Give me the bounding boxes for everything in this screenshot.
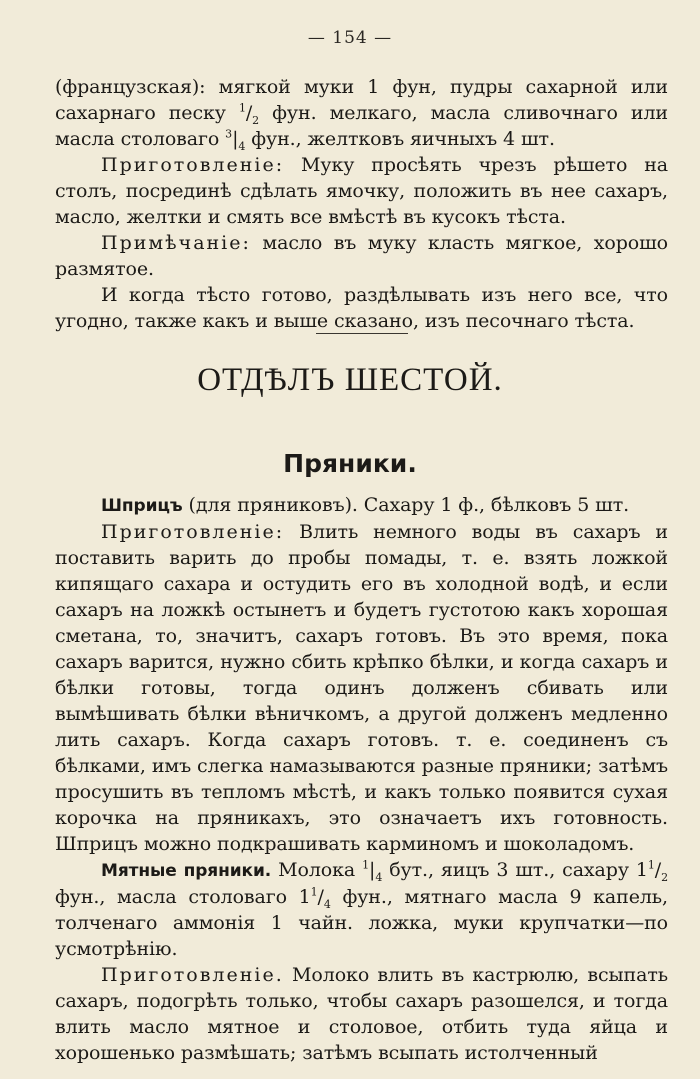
- page-number: — 154 —: [307, 28, 393, 48]
- fraction-denominator: 4: [323, 897, 331, 911]
- preparation-paragraph: [55, 152, 668, 230]
- ingredients-line-2b: фун. мелкаго, масла сливочнаго или: [259, 102, 668, 124]
- note-text: масло въ муку класть мягкое, хорошо размятое.: [55, 232, 668, 280]
- ingredients-line-1: (французская): мягкой муки 1 фун, пудры сахарной или: [55, 76, 668, 98]
- fraction-numerator: 3: [225, 127, 233, 141]
- preparation-text: Влить немного воды въ сахаръ и поставить варить до пробы помады, т. е. взять ложкой кипящаго сахара и остудить его въ холодной водѣ, и если сахаръ на ложкѣ остынетъ и будетъ густотою какъ хорошая сметана, то, значитъ, сахаръ готовъ. Въ это время, пока сахаръ варится, нужно сбить крѣпко бѣлки, и когда сахаръ и бѣлки готовы, тогда одинъ долженъ сбивать или вымѣшивать бѣлки вѣничкомъ, а другой долженъ медленно лить сахаръ. Когда сахаръ готовъ. т. е. соединенъ съ бѣлками, имъ слегка намазываются разные пряники; затѣмъ просушить въ тепломъ мѣстѣ, и какъ только появится сухая корочка на пряникахъ, это означаетъ ихъ готовность. Шприцъ можно подкрашивать карминомъ и шоколадомъ.: [55, 521, 668, 855]
- closing-paragraph: И когда тѣсто готово, раздѣлывать изъ него все, что угодно, также какъ и выше сказано, изъ песочнаго тѣста.: [55, 284, 668, 332]
- ingredients-line-3a: масла столоваго: [55, 128, 226, 150]
- top-recipe-block: [55, 74, 668, 334]
- ingredients-line-2a: сахарнаго песку: [55, 102, 239, 124]
- section-divider: [316, 333, 408, 334]
- mint-gingerbread-heading: Мятные пряники.: [101, 861, 272, 881]
- fraction-denominator: 2: [661, 870, 668, 884]
- ingredients-line-3b: фун., желтковъ яичныхъ 4 шт.: [245, 128, 555, 150]
- mint-preparation-paragraph: [55, 962, 668, 1066]
- shprits-preparation-paragraph: [55, 519, 668, 857]
- fraction-numerator: 1: [647, 858, 655, 872]
- ingredients-paragraph: (французская): мягкой муки 1 фун, пудры сахарной или сахарнаго песку $^1/_2$ фун. мелкаго, масла сливочнаго или масла столоваго $^3|_4$ фун., желтковъ яичныхъ 4 шт.: [55, 76, 668, 153]
- section-title: ОТДѢЛЪ ШЕСТОЙ.: [197, 362, 503, 398]
- mint-ingredients-paragraph: Мятные пряники. Молока $^1|_4$ бут., яицъ 3 шт., сахару $1^1/_2$ фун., масла столоваго $1^1/_4$ фун., мятнаго масла 9 капель, толченаго аммонія 1 чайн. ложка, муки крупчатки—по усмотрѣнію.: [55, 858, 668, 960]
- fraction-numerator: 1: [310, 885, 318, 899]
- preparation-text: Молоко влить въ кастрюлю, всыпать сахаръ, подогрѣть только, чтобы сахаръ разошелся, и тогда влить масло мятное и столовое, отбить туда яйца и хорошенько размѣшать; затѣмъ всыпать истолченный: [55, 964, 668, 1064]
- preparation-label: Приготовленіе:: [101, 154, 285, 176]
- note-paragraph: [55, 230, 668, 282]
- gingerbread-recipes-block: [55, 492, 668, 1066]
- fraction-numerator: 1: [362, 858, 370, 872]
- fraction-denominator: 4: [238, 139, 246, 153]
- mint-ingredients-text: фун., масла столоваго 1: [55, 886, 311, 908]
- fraction-denominator: 4: [375, 870, 383, 884]
- mint-ingredients-text: Молока: [271, 859, 363, 881]
- shprits-intro-paragraph: [55, 492, 668, 519]
- fraction-denominator: 2: [252, 113, 260, 127]
- note-label: Примѣчаніе:: [101, 232, 251, 254]
- shprits-heading: Шприцъ: [101, 496, 183, 516]
- mint-ingredients-text: бут., яицъ 3 шт., сахару 1: [382, 859, 648, 881]
- fraction-numerator: 1: [238, 101, 246, 115]
- preparation-label: Приготовленіе.: [101, 964, 284, 986]
- preparation-label: Приготовленіе:: [101, 521, 285, 543]
- shprits-ingredients: (для пряниковъ). Сахару 1 ф., бѣлковъ 5 шт.: [182, 494, 630, 516]
- preparation-text: Муку просѣять чрезъ рѣшето на столъ, посрединѣ сдѣлать ямочку, положить въ нее сахаръ, масло, желтки и смять все вмѣстѣ въ кусокъ тѣста.: [55, 154, 668, 228]
- subsection-title: Пряники.: [283, 449, 417, 478]
- mint-ingredients-text: фун., мятнаго масла 9 капель, толченаго аммонія 1 чайн. ложка, муки крупчатки—по усмотрѣнію.: [55, 886, 668, 960]
